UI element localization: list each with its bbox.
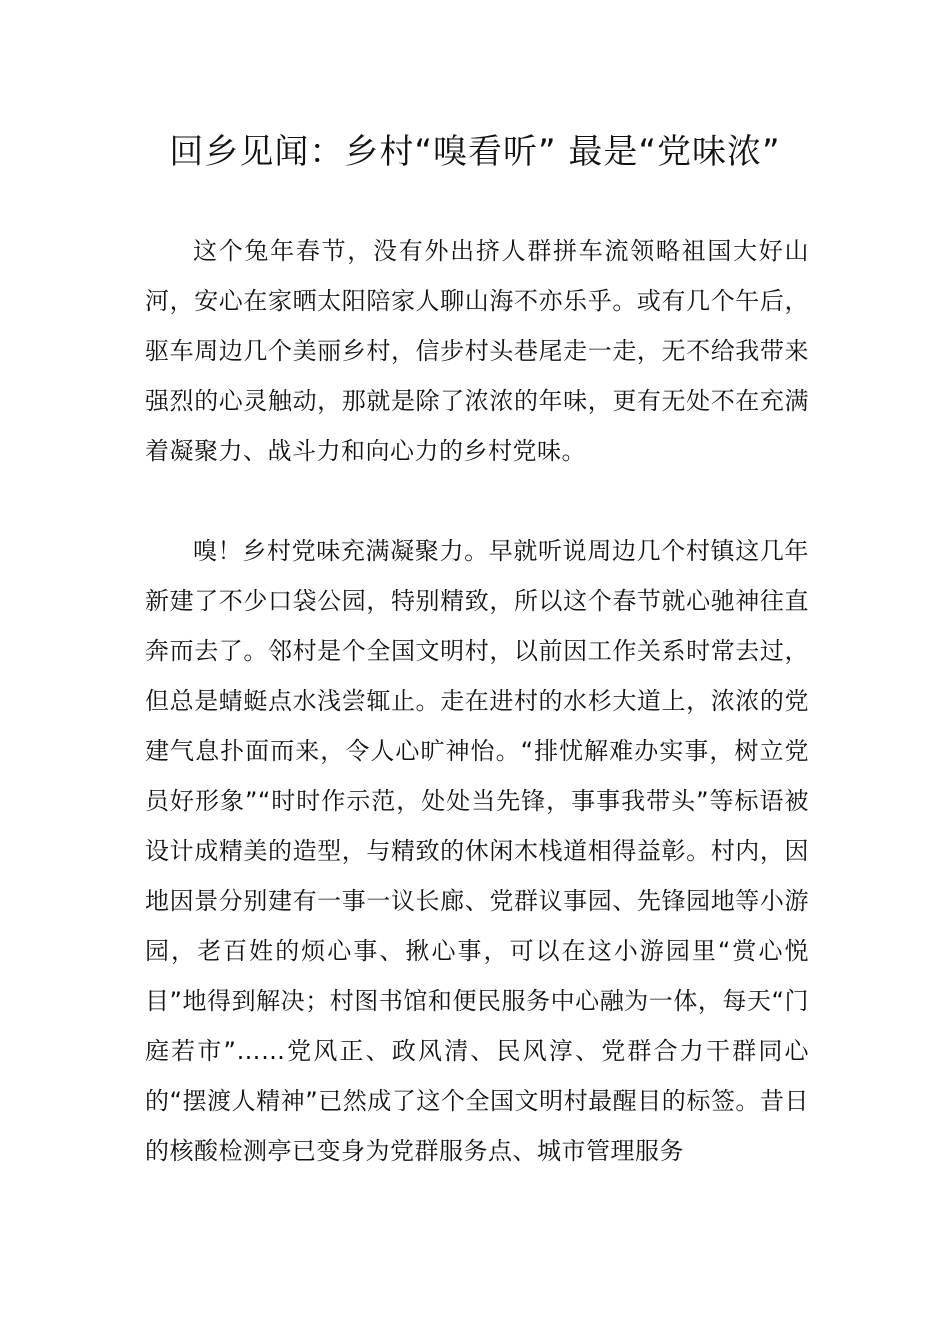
paragraph-intro: 这个兔年春节，没有外出挤人群拼车流领略祖国大好山河，安心在家晒太阳陪家人聊山海不亦乐乎。或有几个午后，驱车周边几个美丽乡村，信步村头巷尾走一走，无不给我带来强烈的心灵触动，那就是除了浓浓的年味，更有无处不在充满着凝聚力、战斗力和向心力的乡村党味。 — [145, 237, 809, 465]
document-title: 回乡见闻：乡村“嗅看听” 最是“党味浓” — [169, 132, 781, 172]
paragraph-smell: 嗅！乡村党味充满凝聚力。早就听说周边几个村镇这几年新建了不少口袋公园，特别精致，所以这个春节就心驰神往直奔而去了。邻村是个全国文明村，以前因工作关系时常去过，但总是蜻蜓点水浅尝辄止。走在进村的水杉大道上，浓浓的党建气息扑面而来，令人心旷神怡。“排忧解难办实事，树立党员好形象”“时时作示范，处处当先锋，事事我带头”等标语被设计成精美的造型，与精致的休闲木栈道相得益彰。村内，因地因景分别建有一事一议长廊、党群议事园、先锋园地等小游园，老百姓的烦心事、揪心事，可以在这小游园里“赏心悦目”地得到解决；村图书馆和便民服务中心融为一体，每天“门庭若市”……党风正、政风清、民风淳、党群合力干群同心的“摆渡人精神”已然成了这个全国文明村最醒目的标签。昔日的核酸检测亭已变身为党群服务点、城市管理服务 — [145, 537, 809, 1165]
